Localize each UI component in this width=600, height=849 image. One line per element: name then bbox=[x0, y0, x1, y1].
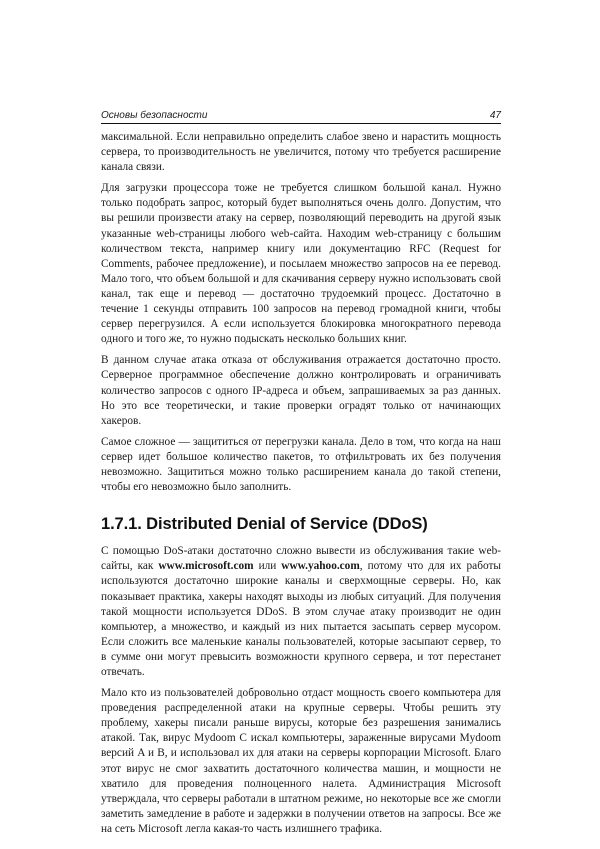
book-page bbox=[101, 108, 501, 843]
text-run: , потому что для их работы используются достаточно широкие каналы и сверхмощные серверы. Но, как показывает практика, хакеры находят выходы из любых ситуаций. Для получения такой мощности используется DDoS. В этом случае атаку производит не один компьютер, а множество, и каждый из них пытается засыпать сервер мусором. Если сложить все маленькие каналы пользователей, которые засыпают сервер, то в сумме они могут превысить возможности крупного сервера, и тот перестанет отвечать. bbox=[101, 560, 501, 678]
section-heading: 1.7.1. Distributed Denial of Service (DDoS) bbox=[101, 515, 428, 534]
paragraph-ddos-intro bbox=[101, 544, 501, 680]
paragraph: максимальной. Если неправильно определить слабое звено и нарастить мощность сервера, то производительность не увеличится, потому что требуется расширение канала связи. bbox=[101, 131, 501, 174]
running-title: Основы безопасности bbox=[101, 110, 208, 121]
text-run: или bbox=[253, 560, 282, 573]
paragraph: Мало кто из пользователей добровольно отдаст мощность своего компьютера для проведения распределенной атаки на крупные серверы. Чтобы решить эту проблему, хакеры писали раньше вирусы, которые без разрешения занимались атакой. Так, вирус Mydoom C искал компьютеры, зараженные вирусами Mydoom версий A и B, и использовал их для атаки на серверы корпорации Microsoft. Благо этот вирус не смог захватить достаточного количества машин, и мощности не хватило для проведения полноценного налета. Администрация Microsoft утверждала, что серверы работали в штатном режиме, но некоторые все же смогли заметить замедление в работе и задержки в получении ответов на запросы. Все же на сеть Microsoft легла какая-то часть излишнего трафика. bbox=[101, 687, 501, 835]
paragraph: В данном случае атака отказа от обслуживания отражается достаточно просто. Серверное программное обеспечение должно контролировать и ограничивать количество запросов с одного IP-адреса и объем, запрашиваемых за раз данных. Но это все теоретически, и такие проверки оградят только от начинающих хакеров. bbox=[101, 354, 501, 427]
body-text bbox=[101, 130, 501, 837]
url-microsoft: www.microsoft.com bbox=[158, 560, 254, 573]
paragraph: Самое сложное — защититься от перегрузки канала. Дело в том, что когда на наш сервер идет большое количество пакетов, то отфильтровать их без получения невозможно. Защититься можно только расширением канала до такой степени, чтобы его невозможно было заполнить. bbox=[101, 435, 501, 494]
page-number: 47 bbox=[489, 110, 501, 121]
paragraph: Для загрузки процессора тоже не требуется слишком большой канал. Нужно только подобрать запрос, который будет выполняться очень долго. Допустим, что вы решили произвести атаку на сервер, позволяющий переводить на другой язык указанные web-страницы любого web-сайта. Находим web-страницу с большим количеством текста, например книгу или документацию RFC (Request for Comments, рабочее предложение), и посылаем множество запросов на ее перевод. Мало того, что объем большой и для скачивания серверу нужно использовать свой канал, так еще и перевод — достаточно трудоемкий процесс. Достаточно в течение 1 секунды отправить 100 запросов на перевод громадной книги, чтобы сервер перегрузился. А если используется блокировка многократного перевода одного и того же, то нужно подыскать несколько больших книг. bbox=[101, 182, 501, 346]
url-yahoo: www.yahoo.com bbox=[281, 560, 360, 573]
running-header bbox=[101, 108, 501, 124]
text-run: С помощью DoS-атаки достаточно сложно вывести из обслуживания такие web-сайты, как bbox=[101, 545, 501, 573]
